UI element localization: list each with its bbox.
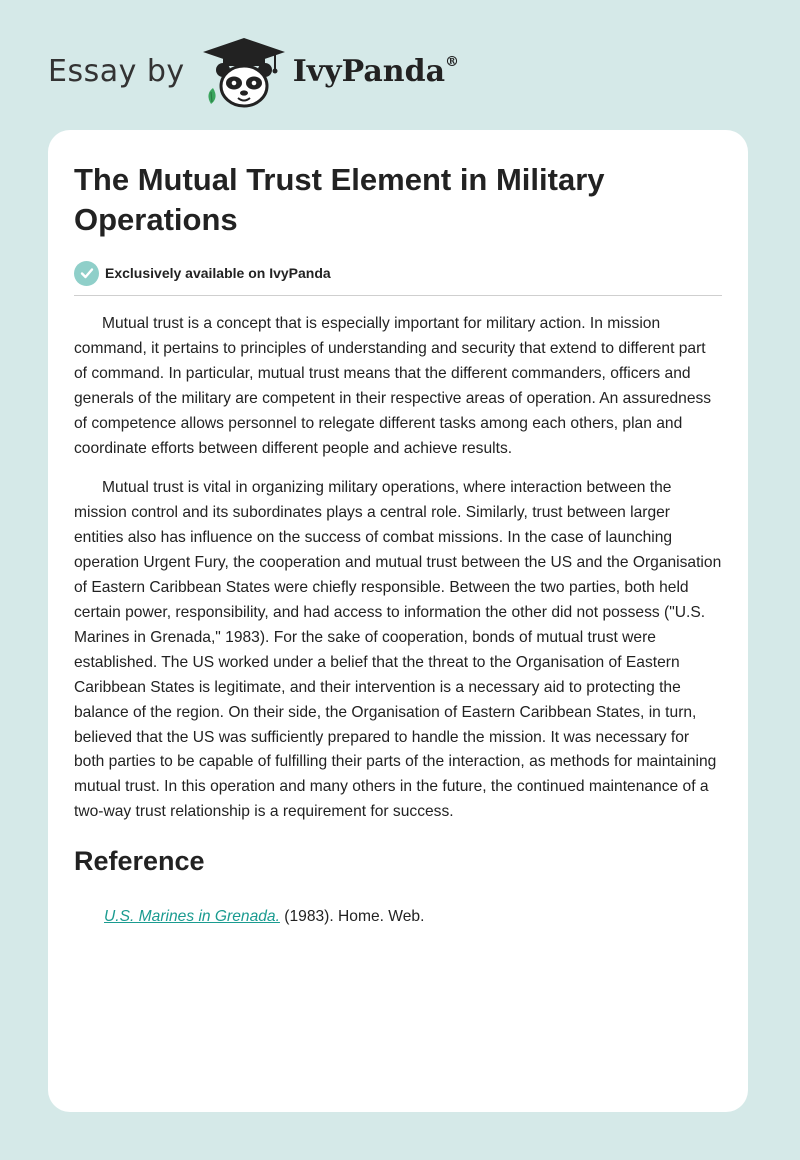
exclusive-label: Exclusively available on IvyPanda (105, 265, 331, 281)
paragraph: Mutual trust is a concept that is especially important for military action. In mission command, it pertains to principles of understanding and security that extend to different part of command. In particular, mutual trust means that the different commanders, officers and generals of the military are competent in their respective areas of operation. An assuredness of competence allows personnel to relegate different tasks among each others, plan and coordinate efforts between different people and achieve results. (74, 315, 712, 457)
panda-graduate-icon (201, 36, 287, 108)
ivypanda-logo[interactable] (201, 36, 459, 108)
reference-link[interactable]: U.S. Marines in Grenada. (104, 908, 280, 926)
page-title: The Mutual Trust Element in Military Operations (74, 162, 605, 237)
essay-body (74, 312, 722, 825)
site-header (48, 36, 459, 108)
essay-by-label: Essay by (48, 54, 185, 89)
exclusive-badge (74, 260, 722, 286)
paragraph: Mutual trust is vital in organizing military operations, where interaction between the mission control and its subordinates plays a central role. Similarly, trust between larger entities also has influence on the success of combat missions. In the case of launching operation Urgent Fury, the cooperation and mutual trust between the US and the Organisation of Eastern Caribbean States were chiefly responsible. Between the two parties, both held certain power, responsibility, and had access to information the other did not possess ("U.S. Marines in Grenada," 1983). For the sake of cooperation, bonds of mutual trust were established. The US worked under a belief that the threat to the Organisation of Eastern Caribbean States is legitimate, and their intervention is a necessary aid to protecting the balance of the region. On their side, the Organisation of Eastern Caribbean States, in turn, believed that the US was sufficiently prepared to handle the mission. It was necessary for both parties to be capable of fulfilling their parts of the interaction, as methods for maintaining mutual trust. In this operation and many others in the future, the continued maintenance of a two-way trust relationship is a requirement for success. (74, 479, 722, 821)
checkmark-icon (74, 261, 99, 286)
brand-name: IvyPanda® (292, 54, 460, 89)
divider (74, 295, 722, 296)
essay-card (48, 130, 748, 1112)
reference-heading: Reference (74, 846, 205, 877)
reference-entry (74, 905, 722, 929)
reference-details: (1983). Home. Web. (279, 908, 425, 926)
